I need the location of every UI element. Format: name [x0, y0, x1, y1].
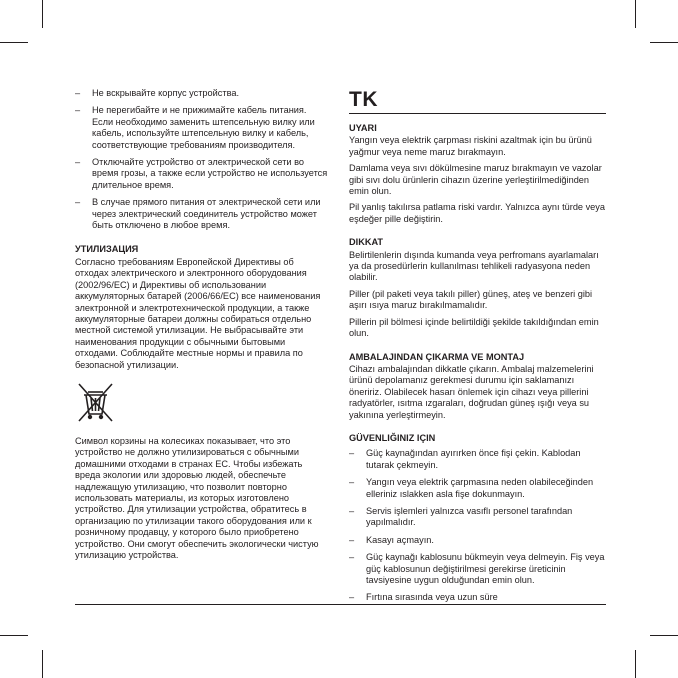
bullet-item	[75, 197, 328, 231]
section-heading-uyari: UYARI	[349, 123, 377, 133]
bullet-text: Servis işlemleri yalnızca vasıflı personel tarafından yapılmalıdır.	[366, 505, 573, 528]
crop-mark-left-top	[0, 42, 28, 43]
bullet-text: Güç kaynağı kablosunu bükmeyin veya delmeyin. Fiş veya güç kablosunun değiştirilmesi gerekirse üreticinin tavsiyesine uygun olduğundan emin olun.	[366, 552, 605, 585]
paragraph: Pillerin pil bölmesi içinde belirtildiği şekilde takıldığından emin olun.	[349, 316, 599, 339]
paragraph: Yangın veya elektrik çarpması riskini azaltmak için bu ürünü yağmur veya neme maruz bırakmayın.	[349, 135, 592, 157]
bullet-item	[75, 105, 328, 151]
bullet-marker: –	[75, 157, 81, 168]
heading-rule	[349, 113, 606, 114]
left-column	[75, 88, 328, 566]
bullet-item	[349, 552, 606, 586]
bullet-item	[349, 477, 606, 500]
section-heading-ambalajindan: AMBALAJINDAN ÇIKARMA VE MONTAJ	[349, 351, 525, 362]
bullet-text: Не вскрывайте корпус устройства.	[92, 88, 240, 98]
paragraph: Pil yanlış takılırsa patlama riski vardır. Yalnızca aynı türde veya eşdeğer pille değiştirin.	[349, 202, 605, 224]
symbol-explanation-text: Символ корзины на колесиках показывает, что это устройство не должно утилизироваться с обычными домашними отходами в странах ЕС. Чтобы избежать вреда экологии или здоровью людей, обеспечьте надлежащую утилизацию, что позволит повторно использовать материалы, из которых изготовлено устройство. Для утилизации устройства, обратитесь в организацию по утилизации такого оборудования или к розничному продавцу, у которого было приобретено устройство. Они смогут обеспечить экологически чистую утилизацию устройства.	[75, 435, 319, 560]
crop-mark-left-bottom	[0, 635, 28, 636]
language-code-heading: TK	[349, 88, 378, 111]
bullet-item	[75, 157, 328, 191]
section-heading-dikkat: DIKKAT	[349, 237, 384, 248]
crop-mark-right-top	[650, 42, 678, 43]
bullet-marker: –	[349, 448, 355, 459]
bullet-item	[349, 535, 606, 546]
bullet-item	[349, 592, 606, 603]
disposal-heading: УТИЛИЗАЦИЯ	[75, 244, 139, 255]
section-heading-guvenliginiz: GÜVENLIĞINIZ IÇIN	[349, 432, 436, 443]
crop-mark-bottom-right	[635, 650, 636, 678]
crop-mark-top-left	[42, 0, 43, 28]
paragraph: Damlama veya sıvı dökülmesine maruz bırakmayın ve vazolar gibi sıvı dolu ürünlerin cihazın üzerine yerleştirilmediğinden emin olun.	[349, 163, 602, 197]
crop-mark-top-right	[635, 0, 636, 28]
bullet-marker: –	[349, 534, 355, 545]
bullet-text: Yangın veya elektrik çarpmasına neden olabileceğinden elleriniz ıslakken asla fişe dokunmayın.	[366, 477, 594, 499]
bullet-marker: –	[349, 505, 355, 516]
right-column	[349, 88, 606, 610]
paragraph: Cihazı ambalajından dikkatle çıkarın. Ambalaj malzemelerini ürünü depolamanız gerekmesi durumu için saklamanızı öneririz. Olabilecek hasarı önlemek için cihazı veya pillerini radyatörler, ısıtma ızgaraları, doğrudan güneş ışığı veya su yakınına yerleştirmeyin.	[349, 363, 594, 420]
bullet-text: В случае прямого питания от электрической сети или через электрический соединитель устройство может быть отключено в любое время.	[92, 197, 321, 231]
bullet-item	[349, 506, 606, 529]
paragraph: Belirtilenlerin dışında kumanda veya perfromans ayarlamaları ya da prosedürlerin kullanılması tehlikeli radyasyona neden olabilir.	[349, 249, 599, 283]
bullet-item	[75, 88, 328, 99]
bullet-text: Отключайте устройство от электрической сети во время грозы, а также если устройство не используется длительное время.	[92, 157, 328, 190]
bullet-text: Fırtına sırasında veya uzun süre	[366, 592, 498, 603]
bullet-item	[349, 448, 606, 471]
bullet-text: Не перегибайте и не прижимайте кабель питания. Если необходимо заменить штепсельную вилку или кабель, используйте штепсельную вилку и кабель, соответствующие требованиям производителя.	[92, 105, 315, 150]
bullet-text: Kasayı açmayın.	[366, 534, 434, 545]
crossed-out-wheelie-bin-icon	[75, 381, 117, 425]
bullet-marker: –	[75, 105, 81, 116]
bullet-marker: –	[75, 197, 81, 208]
bullet-text: Güç kaynağından ayırırken önce fişi çekin. Kablodan tutarak çekmeyin.	[366, 448, 581, 470]
bullet-marker: –	[349, 592, 355, 603]
crop-mark-right-bottom	[650, 635, 678, 636]
paragraph: Piller (pil paketi veya takılı piller) güneş, ateş ve benzeri gibi aşırı ısıya maruz bırakılmamalıdır.	[349, 288, 593, 311]
page-bottom-rule	[75, 604, 606, 605]
crop-mark-bottom-left	[42, 650, 43, 678]
disposal-text: Согласно требованиям Европейской Директивы об отходах электрического и электронного оборудования (2002/96/EC) и Директивы об использовании аккумуляторных батарей (2006/66/EC) все наименования электронной и электротехнической продукции, а также аккумуляторные батареи должны собираться отдельно местной системой утилизации. Не выбрасывайте эти наименования продукции с обычными бытовыми отходами. Соблюдайте местные нормы и правила по безопасной утилизации.	[75, 256, 321, 370]
bullet-marker: –	[349, 552, 355, 563]
bullet-marker: –	[75, 88, 81, 98]
bullet-marker: –	[349, 477, 355, 488]
